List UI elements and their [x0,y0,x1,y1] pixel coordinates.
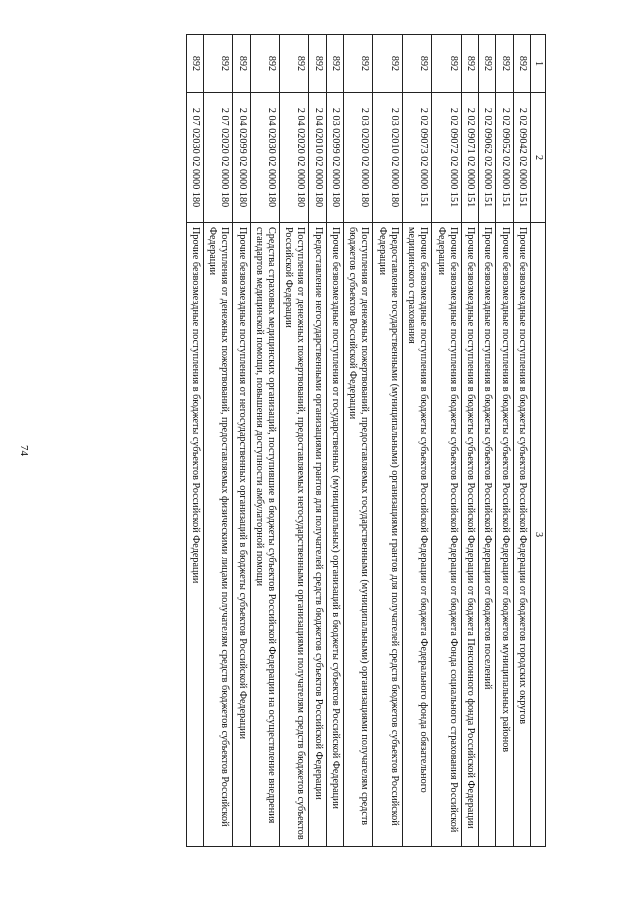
revenue-name-cell: Поступления от денежных пожертвований, предоставляемых физическими лицами получателям средств бюджетов субъектов Российской Федерации [203,223,232,847]
revenue-codes-table [186,34,546,847]
revenue-name-cell: Прочие безвозмездные поступления в бюджеты субъектов Российской Федерации от бюджета Пенсионного фонда Российской Федерации [461,223,478,847]
admin-code-cell: 892 [326,35,343,93]
revenue-name-cell: Поступления от денежных пожертвований, предоставляемых государственными (муниципальными) организациями получателям средств бюджетов субъектов Российской Федерации [343,223,372,847]
revenue-code-cell: 2 02 09071 02 0000 151 [461,93,478,223]
revenue-code-cell: 2 04 02020 02 0000 180 [280,93,309,223]
table-row [461,35,478,847]
revenue-name-cell: Прочие безвозмездные поступления в бюджеты субъектов Российской Федерации от бюджета Фонда социального страхования Российской Федерации [432,223,461,847]
revenue-code-cell: 2 02 09062 02 0000 151 [479,93,496,223]
admin-code-cell: 892 [373,35,402,93]
revenue-code-cell: 2 03 02010 02 0000 180 [373,93,402,223]
admin-code-cell: 892 [203,35,232,93]
revenue-name-cell: Прочие безвозмездные поступления в бюджеты субъектов Российской Федерации [186,223,203,847]
page-number: 74 [18,445,30,456]
revenue-code-cell: 2 02 09072 02 0000 151 [432,93,461,223]
header-col-1: 1 [530,35,545,93]
revenue-name-cell: Прочие безвозмездные поступления от государственных (муниципальных) организаций в бюджеты субъектов Российской Федерации [326,223,343,847]
revenue-name-cell: Прочие безвозмездные поступления в бюджеты субъектов Российской Федерации от бюджета Федерального фонда обязательного медицинского страхования [402,223,431,847]
table-row [479,35,496,847]
revenue-code-cell: 2 04 02030 02 0000 180 [250,93,279,223]
table-row [326,35,343,847]
revenue-name-cell: Предоставление негосударственными организациями грантов для получателей средств бюджетов субъектов Российской Федерации [309,223,326,847]
revenue-code-cell: 2 04 02099 02 0000 180 [233,93,250,223]
admin-code-cell: 892 [479,35,496,93]
admin-code-cell: 892 [233,35,250,93]
table-row [373,35,402,847]
table-row [309,35,326,847]
revenue-code-cell: 2 03 02099 02 0000 180 [326,93,343,223]
table-row [203,35,232,847]
revenue-code-cell: 2 03 02020 02 0000 180 [343,93,372,223]
revenue-code-cell: 2 02 09073 02 0000 151 [402,93,431,223]
revenue-name-cell: Предоставление государственными (муниципальными) организациями грантов для получателей средств бюджетов субъектов Российской Федерации [373,223,402,847]
admin-code-cell: 892 [496,35,513,93]
table-row [513,35,530,847]
revenue-code-cell: 2 04 02010 02 0000 180 [309,93,326,223]
revenue-name-cell: Поступления от денежных пожертвований, предоставляемых негосударственными организациями получателям средств бюджетов субъектов Российской Федерации [280,223,309,847]
table-row [432,35,461,847]
table-row [343,35,372,847]
revenue-code-cell: 2 02 09052 02 0000 151 [496,93,513,223]
admin-code-cell: 892 [513,35,530,93]
admin-code-cell: 892 [402,35,431,93]
table-row [250,35,279,847]
revenue-code-cell: 2 07 02030 02 0000 180 [186,93,203,223]
revenue-name-cell: Прочие безвозмездные поступления от негосударственных организаций в бюджеты субъектов Российской Федерации [233,223,250,847]
table-header-row [530,35,545,847]
rotated-table-container [76,34,546,846]
admin-code-cell: 892 [250,35,279,93]
table-row [402,35,431,847]
table-row [233,35,250,847]
revenue-name-cell: Прочие безвозмездные поступления в бюджеты субъектов Российской Федерации от бюджетов муниципальных районов [496,223,513,847]
revenue-name-cell: Прочие безвозмездные поступления в бюджеты субъектов Российской Федерации от бюджетов городских округов [513,223,530,847]
table-row [496,35,513,847]
revenue-name-cell: Прочие безвозмездные поступления в бюджеты субъектов Российской Федерации от бюджетов поселений [479,223,496,847]
table-row [280,35,309,847]
admin-code-cell: 892 [309,35,326,93]
header-col-3: 3 [530,223,545,847]
table-row [186,35,203,847]
revenue-code-cell: 2 07 02020 02 0000 180 [203,93,232,223]
admin-code-cell: 892 [432,35,461,93]
revenue-code-cell: 2 02 09042 02 0000 151 [513,93,530,223]
admin-code-cell: 892 [461,35,478,93]
admin-code-cell: 892 [280,35,309,93]
revenue-name-cell: Средства страховых медицинских организаций, поступившие в бюджеты субъектов Российской Федерации на осуществление внедрения стандартов медицинской помощи, повышения доступности амбулаторной помощи [250,223,279,847]
admin-code-cell: 892 [343,35,372,93]
header-col-2: 2 [530,93,545,223]
admin-code-cell: 892 [186,35,203,93]
